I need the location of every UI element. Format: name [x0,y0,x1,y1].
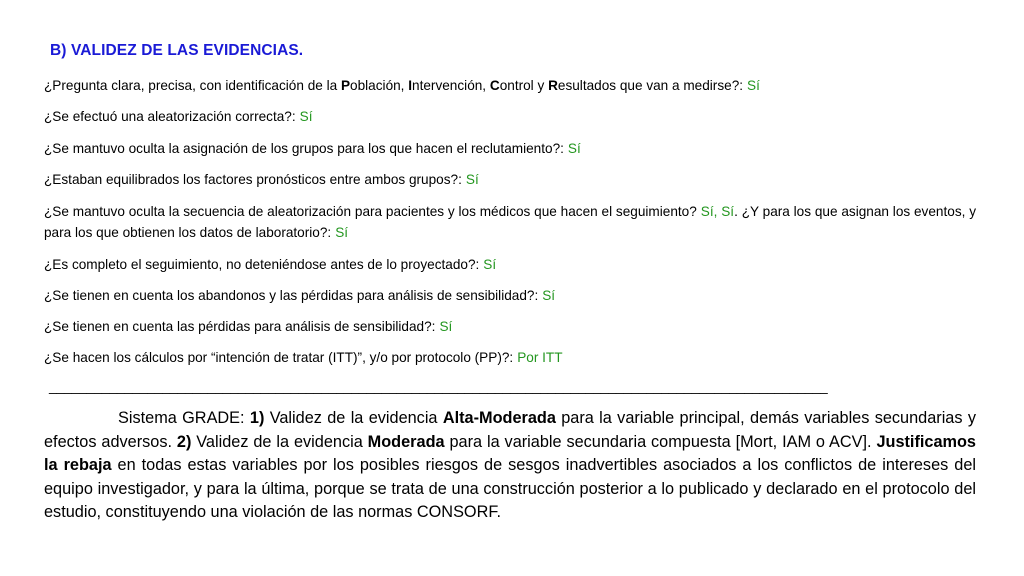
q1-part: esultados que van a medirse?: [557,78,744,93]
question-secuencia-oculta [44,201,976,243]
question-text: ¿Estaban equilibrados los factores pronósticos entre ambos grupos?: [44,172,462,187]
question-text: ¿Se efectuó una aleatorización correcta?: [44,109,296,124]
question-text: ¿Es completo el seguimiento, no deteniéndose antes de lo proyectado?: [44,257,480,272]
answer: Sí [299,109,313,124]
q1-initial-i: I [408,78,413,93]
answer: Sí [465,172,479,187]
answer: Sí [542,288,556,303]
section-title: B) VALIDEZ DE LAS EVIDENCIAS. [50,42,304,59]
grade-bold: 1) [249,409,265,427]
question-asignacion-oculta [44,138,976,159]
question-text: ¿Se mantuvo oculta la secuencia de aleatorización para pacientes y los médicos que hacen el seguimiento? [44,204,697,219]
grade-bold: Moderada [367,432,445,451]
separator-line: _______________________________________________________________________________________________________ [49,379,828,394]
grade-bold: Alta-Moderada [442,409,556,427]
answer: Sí [439,319,453,334]
grade-text: Validez de la evidencia [191,432,368,451]
answer: Sí [483,257,497,272]
answer: Sí [747,78,760,93]
question-aleatorizacion [44,106,976,127]
grade-bold: Justificamos la rebaja [44,432,976,475]
question-seguimiento [44,254,976,275]
question-perdidas [44,316,976,337]
q1-part: oblación, [350,78,409,93]
grade-text: en todas estas variables por los posibles riesgos de sesgos inadvertibles asociados a los conflictos de intereses del equipo investigador, y para la última, porque se trata de una construcción posterior a lo publicado y declarado en el protocolo del estudio, constituyendo una violación de las normas CONSORF. [44,456,976,522]
answer: Sí [567,141,581,156]
question-text: ¿Se tienen en cuenta los abandonos y las pérdidas para análisis de sensibilidad?: [44,288,539,303]
answer-2: Sí [335,225,349,240]
question-text: ¿Se hacen los cálculos por “intención de tratar (ITT)”, y/o por protocolo (PP)?: [44,350,514,365]
q1-initial-c: C [489,78,500,93]
grade-paragraph [44,407,976,525]
grade-text: Sistema GRADE: [118,409,250,427]
question-text-2: . ¿Y para los que asignan los eventos, y para los que obtienen los datos de laboratorio?: [44,204,977,240]
question-factores-pronosticos [44,169,976,190]
answer: Por ITT [517,350,563,365]
grade-text: para la variable secundaria compuesta [Mort, IAM o ACV]. [444,432,877,451]
question-abandonos [44,285,976,306]
grade-bold: 2) [176,432,192,451]
q1-part: ntervención, [412,78,490,93]
q1-initial-r: R [548,78,558,93]
q1-part: ¿Pregunta clara, precisa, con identificación de la [44,78,341,93]
question-text: ¿Se mantuvo oculta la asignación de los grupos para los que hacen el reclutamiento?: [44,141,564,156]
question-pico [44,75,976,96]
question-text: ¿Se tienen en cuenta las pérdidas para análisis de sensibilidad?: [44,319,436,334]
answer: Sí, Sí [700,204,735,219]
grade-text: Validez de la evidencia [264,409,443,427]
question-itt [44,347,976,368]
q1-initial-p: P [340,78,351,93]
q1-part: ontrol y [499,78,549,93]
grade-text: para la variable principal, demás variables secundarias y efectos adversos. [44,409,976,451]
